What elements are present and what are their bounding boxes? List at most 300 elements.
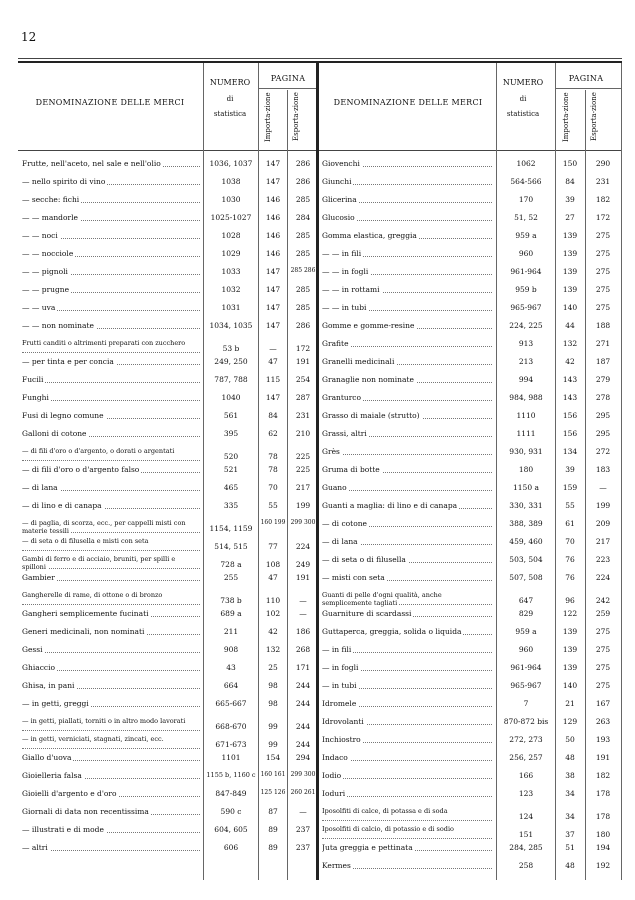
merce-name: — — in fogli bbox=[322, 267, 369, 276]
table-row bbox=[22, 411, 322, 429]
pagina-importazione: 147 bbox=[265, 303, 281, 312]
pagina-esportazione: 294 bbox=[295, 753, 311, 762]
pagina-esportazione: 275 bbox=[595, 627, 611, 636]
pagina-esportazione: 244 bbox=[295, 681, 311, 690]
pagina-importazione: 139 bbox=[562, 249, 578, 258]
right-header-numero: NUMERO bbox=[502, 78, 544, 87]
table-row bbox=[322, 609, 622, 627]
table-row bbox=[22, 249, 322, 267]
numero-statistica: 1155 b, 1160 c bbox=[206, 771, 256, 779]
table-row bbox=[322, 501, 622, 519]
pagina-importazione: 42 bbox=[565, 357, 575, 366]
merce-name: Galloni di cotone bbox=[22, 429, 87, 438]
pagina-esportazione: 209 bbox=[595, 519, 611, 528]
numero-statistica: 913 bbox=[518, 339, 534, 348]
pagina-esportazione: 199 bbox=[595, 501, 611, 510]
merce-name: — — prugne bbox=[22, 285, 70, 294]
merce-name: — — in fili bbox=[322, 249, 362, 258]
pagina-importazione: 48 bbox=[565, 753, 575, 762]
merce-name: Fusi di legno comune bbox=[22, 411, 104, 420]
numero-statistica: 1111 bbox=[516, 429, 536, 438]
merce-name: Iodio bbox=[322, 771, 342, 780]
pagina-esportazione: 210 bbox=[295, 429, 311, 438]
numero-statistica: 606 bbox=[223, 843, 239, 852]
pagina-importazione: 99 bbox=[268, 722, 278, 731]
numero-statistica: 213 bbox=[518, 357, 534, 366]
pagina-importazione: 139 bbox=[562, 645, 578, 654]
merce-name: — di lino e di canapa bbox=[22, 501, 102, 510]
merce-name: Gioielleria falsa bbox=[22, 771, 82, 780]
pagina-importazione: 70 bbox=[565, 537, 575, 546]
pagina-importazione: 89 bbox=[268, 825, 278, 834]
pagina-esportazione: 217 bbox=[295, 483, 311, 492]
table-row bbox=[322, 519, 622, 537]
table-row bbox=[322, 447, 622, 465]
pagina-esportazione: 249 bbox=[295, 560, 311, 569]
table-row bbox=[22, 159, 322, 177]
merce-name: — altri bbox=[22, 843, 48, 852]
merce-name: — — pignoli bbox=[22, 267, 68, 276]
pagina-importazione: 154 bbox=[265, 753, 281, 762]
merce-name: Funghi bbox=[22, 393, 49, 402]
table-row bbox=[322, 753, 622, 771]
pagina-importazione: 147 bbox=[265, 285, 281, 294]
numero-statistica: 465 bbox=[223, 483, 239, 492]
merce-name: Idromele bbox=[322, 699, 357, 708]
pagina-importazione: 150 bbox=[562, 159, 578, 168]
numero-statistica: 170 bbox=[518, 195, 534, 204]
page-number: 12 bbox=[21, 30, 37, 44]
leader-dots bbox=[22, 604, 200, 605]
pagina-esportazione: 286 bbox=[295, 177, 311, 186]
pagina-esportazione: 285 bbox=[295, 249, 311, 258]
numero-statistica: 564-566 bbox=[510, 177, 542, 186]
pagina-esportazione: 231 bbox=[595, 177, 611, 186]
numero-statistica: 647 bbox=[518, 596, 534, 605]
merce-name: — di cotone bbox=[322, 519, 367, 528]
pagina-esportazione: 290 bbox=[595, 159, 611, 168]
right-header-denominazione: DENOMINAZIONE DELLE MERCI bbox=[333, 98, 483, 107]
numero-statistica: 671-673 bbox=[215, 740, 247, 749]
table-row bbox=[322, 285, 622, 303]
pagina-esportazione: 244 bbox=[295, 722, 311, 731]
pagina-esportazione: 188 bbox=[595, 321, 611, 330]
pagina-importazione: 147 bbox=[265, 177, 281, 186]
numero-statistica: 51, 52 bbox=[514, 213, 538, 222]
leader-dots bbox=[22, 730, 200, 731]
merce-name: Gomma elastica, greggia bbox=[322, 231, 417, 240]
table-row bbox=[322, 681, 622, 699]
pagina-importazione: 108 bbox=[265, 560, 281, 569]
table-row bbox=[322, 807, 622, 825]
merce-name: — di lana bbox=[22, 483, 58, 492]
pagina-esportazione: 295 bbox=[595, 411, 611, 420]
numero-statistica: 1150 a bbox=[513, 483, 539, 492]
pagina-importazione: 62 bbox=[268, 429, 278, 438]
merce-name: Giunchi bbox=[322, 177, 352, 186]
rule-right-pagina bbox=[555, 88, 621, 89]
merce-name: Guanti di pelle d'ogni qualità, anche semplicemente tagliati bbox=[322, 591, 442, 607]
table-row bbox=[22, 735, 322, 753]
leader-dots bbox=[322, 838, 492, 839]
table-row bbox=[22, 429, 322, 447]
leader-dots bbox=[22, 382, 200, 383]
pagina-importazione: 39 bbox=[565, 195, 575, 204]
pagina-esportazione: 194 bbox=[595, 843, 611, 852]
left-header-statistica: statistica bbox=[213, 110, 247, 118]
numero-statistica: 590 c bbox=[220, 807, 242, 816]
pagina-importazione: 37 bbox=[565, 830, 575, 839]
pagina-importazione: 78 bbox=[268, 465, 278, 474]
numero-statistica: 1062 bbox=[516, 159, 536, 168]
numero-statistica: 1030 bbox=[221, 195, 241, 204]
leader-dots bbox=[322, 796, 492, 797]
pagina-importazione: 146 bbox=[265, 231, 281, 240]
pagina-esportazione: 178 bbox=[595, 789, 611, 798]
merce-name: Gambi di ferro e di acciaio, bruniti, per spilli e spilloni bbox=[22, 555, 176, 571]
pagina-importazione: 76 bbox=[565, 573, 575, 582]
table-row bbox=[22, 339, 322, 357]
leader-dots bbox=[22, 652, 200, 653]
numero-statistica: 908 bbox=[223, 645, 239, 654]
leader-dots bbox=[22, 550, 200, 551]
numero-statistica: 965-967 bbox=[510, 303, 542, 312]
numero-statistica: 959 a bbox=[515, 231, 537, 240]
numero-statistica: 728 a bbox=[220, 560, 242, 569]
merce-name: — di lana bbox=[322, 537, 358, 546]
merce-name: Fucili bbox=[22, 375, 44, 384]
merce-name: Gambier bbox=[22, 573, 55, 582]
merce-name: Giovenchi bbox=[322, 159, 360, 168]
pagina-esportazione: — bbox=[299, 609, 307, 618]
numero-statistica: 1101 bbox=[221, 753, 241, 762]
pagina-importazione: 21 bbox=[565, 699, 575, 708]
pagina-esportazione: 199 bbox=[295, 501, 311, 510]
numero-statistica: 664 bbox=[223, 681, 239, 690]
leader-dots bbox=[322, 454, 492, 455]
table-row bbox=[22, 771, 322, 789]
table-row bbox=[22, 357, 322, 375]
table-row bbox=[22, 591, 322, 609]
table-row bbox=[322, 591, 622, 609]
table-row bbox=[22, 177, 322, 195]
pagina-importazione: 76 bbox=[565, 555, 575, 564]
numero-statistica: 1033 bbox=[221, 267, 241, 276]
merce-name: Guano bbox=[322, 483, 347, 492]
pagina-importazione: 143 bbox=[562, 393, 578, 402]
numero-statistica: 1110 bbox=[516, 411, 536, 420]
pagina-esportazione: 225 bbox=[295, 465, 311, 474]
merce-name: Iposolfiti di calcio, di potassio e di sodio bbox=[322, 825, 454, 833]
merce-name: — di fili d'oro o d'argento falso bbox=[22, 465, 140, 474]
table-row bbox=[322, 303, 622, 321]
merce-name: Guttaperca, greggia, solida o liquida bbox=[322, 627, 462, 636]
pagina-esportazione: 299 300 bbox=[290, 519, 316, 526]
leader-dots bbox=[22, 352, 200, 353]
merce-name: — in fogli bbox=[322, 663, 359, 672]
merce-name: — — uva bbox=[22, 303, 56, 312]
merce-name: — di fili d'oro o d'argento, o dorati o argentati bbox=[22, 447, 175, 455]
merce-name: Iposolfiti di calce, di potassa e di soda bbox=[322, 807, 448, 815]
numero-statistica: 255 bbox=[223, 573, 239, 582]
pagina-importazione: 98 bbox=[268, 681, 278, 690]
merce-name: Frutti canditi o altrimenti preparati con zucchero bbox=[22, 339, 186, 347]
pagina-importazione: 47 bbox=[268, 357, 278, 366]
merce-name: Inchiostro bbox=[322, 735, 361, 744]
pagina-importazione: 147 bbox=[265, 393, 281, 402]
pagina-esportazione: 275 bbox=[595, 645, 611, 654]
merce-name: Grès bbox=[322, 447, 340, 456]
numero-statistica: 53 b bbox=[222, 344, 240, 353]
numero-statistica: 665-667 bbox=[215, 699, 247, 708]
numero-statistica: 1040 bbox=[221, 393, 241, 402]
left-header-esportazione: Esporta-zione bbox=[292, 92, 300, 142]
pagina-importazione: 44 bbox=[565, 321, 575, 330]
pagina-esportazione: 183 bbox=[595, 465, 611, 474]
pagina-esportazione: 285 bbox=[295, 303, 311, 312]
numero-statistica: 787, 788 bbox=[214, 375, 248, 384]
table-row bbox=[22, 483, 322, 501]
pagina-esportazione: 275 bbox=[595, 267, 611, 276]
numero-statistica: 272, 273 bbox=[509, 735, 543, 744]
numero-statistica: 166 bbox=[518, 771, 534, 780]
merce-name: — — in tubi bbox=[322, 303, 367, 312]
numero-statistica: 503, 504 bbox=[509, 555, 543, 564]
pagina-esportazione: 260 261 bbox=[290, 789, 316, 796]
numero-statistica: 211 bbox=[223, 627, 239, 636]
table-row bbox=[22, 303, 322, 321]
table-row bbox=[322, 177, 622, 195]
pagina-esportazione: 244 bbox=[295, 699, 311, 708]
pagina-esportazione: 275 bbox=[595, 231, 611, 240]
table-row bbox=[322, 267, 622, 285]
pagina-importazione: 39 bbox=[565, 465, 575, 474]
numero-statistica: 256, 257 bbox=[509, 753, 543, 762]
numero-statistica: 930, 931 bbox=[509, 447, 543, 456]
pagina-importazione: 160 199 bbox=[260, 519, 286, 526]
pagina-esportazione: 192 bbox=[595, 861, 611, 870]
pagina-importazione: 146 bbox=[265, 249, 281, 258]
left-header-importazione: Importa-zione bbox=[264, 92, 272, 142]
pagina-esportazione: 187 bbox=[595, 357, 611, 366]
right-header-di: di bbox=[519, 95, 527, 103]
pagina-esportazione: 285 bbox=[295, 195, 311, 204]
numero-statistica: 1154, 1159 bbox=[209, 524, 253, 533]
numero-statistica: 7 bbox=[523, 699, 529, 708]
merce-name: Glicerina bbox=[322, 195, 357, 204]
left-header-numero: NUMERO bbox=[209, 78, 251, 87]
merce-name: Generi medicinali, non nominati bbox=[22, 627, 145, 636]
table-row bbox=[322, 429, 622, 447]
pagina-importazione: 139 bbox=[562, 663, 578, 672]
numero-statistica: 561 bbox=[223, 411, 239, 420]
pagina-esportazione: 224 bbox=[595, 573, 611, 582]
pagina-importazione: 132 bbox=[265, 645, 281, 654]
numero-statistica: 335 bbox=[223, 501, 239, 510]
numero-statistica: 388, 389 bbox=[509, 519, 543, 528]
table-row bbox=[322, 663, 622, 681]
pagina-importazione: 102 bbox=[265, 609, 281, 618]
pagina-esportazione: 223 bbox=[595, 555, 611, 564]
merce-name: Gruma di botte bbox=[322, 465, 380, 474]
merce-name: Kermes bbox=[322, 861, 351, 870]
table-row bbox=[322, 213, 622, 231]
pagina-esportazione: 275 bbox=[595, 249, 611, 258]
merce-name: — in tubi bbox=[322, 681, 357, 690]
table-row bbox=[22, 717, 322, 735]
numero-statistica: 395 bbox=[223, 429, 239, 438]
merce-name: — — nocciole bbox=[22, 249, 74, 258]
pagina-esportazione: 275 bbox=[595, 663, 611, 672]
merce-name: — in getti, greggi bbox=[22, 699, 89, 708]
pagina-esportazione: 224 bbox=[295, 542, 311, 551]
merce-name: — in getti, piallati, torniti o in altro modo lavorati bbox=[22, 717, 186, 725]
pagina-importazione: 140 bbox=[562, 303, 578, 312]
table-row bbox=[322, 825, 622, 843]
numero-statistica: 829 bbox=[518, 609, 534, 618]
pagina-importazione: 115 bbox=[265, 375, 281, 384]
pagina-importazione: 139 bbox=[562, 231, 578, 240]
table-row bbox=[22, 681, 322, 699]
right-header-importazione: Importa-zione bbox=[562, 92, 570, 142]
pagina-importazione: 55 bbox=[268, 501, 278, 510]
merce-name: — secche: fichi bbox=[22, 195, 80, 204]
merce-name: Indaco bbox=[322, 753, 348, 762]
pagina-importazione: 156 bbox=[562, 429, 578, 438]
numero-statistica: 180 bbox=[518, 465, 534, 474]
merce-name: Ghiaccio bbox=[22, 663, 56, 672]
pagina-importazione: 55 bbox=[565, 501, 575, 510]
table-row bbox=[22, 267, 322, 285]
pagina-esportazione: 186 bbox=[295, 627, 311, 636]
merce-name: — nello spirito di vino bbox=[22, 177, 106, 186]
pagina-esportazione: 172 bbox=[295, 344, 311, 353]
pagina-esportazione: 254 bbox=[295, 375, 311, 384]
pagina-esportazione: 278 bbox=[595, 393, 611, 402]
pagina-esportazione: 286 bbox=[295, 159, 311, 168]
pagina-esportazione: 285 bbox=[295, 231, 311, 240]
pagina-importazione: 125 126 bbox=[260, 789, 286, 796]
pagina-esportazione: 284 bbox=[295, 213, 311, 222]
pagina-esportazione: 279 bbox=[595, 375, 611, 384]
pagina-esportazione: 225 bbox=[295, 452, 311, 461]
leader-dots bbox=[22, 748, 200, 749]
table-row bbox=[22, 807, 322, 825]
table-row bbox=[322, 717, 622, 735]
merce-name: Guarniture di scardassi bbox=[322, 609, 412, 618]
table-row bbox=[322, 843, 622, 861]
leader-dots bbox=[22, 568, 200, 569]
left-header-denominazione: DENOMINAZIONE DELLE MERCI bbox=[35, 98, 185, 107]
merce-name: Idrovolanti bbox=[322, 717, 364, 726]
numero-statistica: 124 bbox=[518, 812, 534, 821]
merce-name: Grafite bbox=[322, 339, 349, 348]
pagina-esportazione: 285 bbox=[295, 285, 311, 294]
table-row bbox=[22, 501, 322, 519]
pagina-importazione: 140 bbox=[562, 681, 578, 690]
numero-statistica: 459, 460 bbox=[509, 537, 543, 546]
leader-dots bbox=[322, 778, 492, 779]
pagina-importazione: 61 bbox=[565, 519, 575, 528]
header-bottom-rule bbox=[18, 150, 622, 151]
pagina-importazione: 147 bbox=[265, 321, 281, 330]
merce-name: Granaglie non nominate bbox=[322, 375, 414, 384]
pagina-importazione: 139 bbox=[562, 627, 578, 636]
merce-name: Gangheri semplicemente fucinati bbox=[22, 609, 149, 618]
merce-name: — in getti, verniciati, stagnati, zincati, ecc. bbox=[22, 735, 164, 743]
table-row bbox=[22, 195, 322, 213]
numero-statistica: 959 a bbox=[515, 627, 537, 636]
merce-name: — di paglia, di scorza, ecc., per cappelli misti con materie tessili bbox=[22, 519, 186, 535]
numero-statistica: 249, 250 bbox=[214, 357, 248, 366]
table-row bbox=[322, 699, 622, 717]
merce-name: — per tinta e per concia bbox=[22, 357, 114, 366]
pagina-esportazione: 237 bbox=[295, 825, 311, 834]
pagina-importazione: 34 bbox=[565, 789, 575, 798]
numero-statistica: 521 bbox=[223, 465, 239, 474]
table-row bbox=[322, 771, 622, 789]
table-row bbox=[22, 843, 322, 861]
numero-statistica: 959 b bbox=[515, 285, 537, 294]
numero-statistica: 961-964 bbox=[510, 267, 542, 276]
pagina-esportazione: 299 300 bbox=[290, 771, 316, 778]
table-row bbox=[322, 573, 622, 591]
merce-name: — — noci bbox=[22, 231, 58, 240]
table-row bbox=[322, 555, 622, 573]
numero-statistica: 668-670 bbox=[215, 722, 247, 731]
pagina-importazione: 25 bbox=[268, 663, 278, 672]
table-row bbox=[22, 789, 322, 807]
table-row bbox=[22, 627, 322, 645]
table-row bbox=[22, 753, 322, 771]
right-header-statistica: statistica bbox=[506, 110, 540, 118]
pagina-esportazione: 287 bbox=[295, 393, 311, 402]
pagina-esportazione: 182 bbox=[595, 195, 611, 204]
numero-statistica: 689 a bbox=[220, 609, 242, 618]
pagina-importazione: 139 bbox=[562, 285, 578, 294]
pagina-importazione: 87 bbox=[268, 807, 278, 816]
table-row bbox=[22, 465, 322, 483]
numero-statistica: 961-964 bbox=[510, 663, 542, 672]
pagina-esportazione: 275 bbox=[595, 681, 611, 690]
pagina-esportazione: 275 bbox=[595, 303, 611, 312]
pagina-esportazione: 286 bbox=[295, 321, 311, 330]
pagina-importazione: 146 bbox=[265, 195, 281, 204]
table-row bbox=[322, 735, 622, 753]
top-rule bbox=[18, 58, 622, 59]
pagina-esportazione: 171 bbox=[295, 663, 311, 672]
right-header-esportazione: Esporta-zione bbox=[590, 92, 598, 142]
numero-statistica: 151 bbox=[518, 830, 534, 839]
pagina-esportazione: 182 bbox=[595, 771, 611, 780]
merce-name: — illustrati e di mode bbox=[22, 825, 104, 834]
pagina-importazione: 132 bbox=[562, 339, 578, 348]
table-row bbox=[22, 393, 322, 411]
pagina-esportazione: 191 bbox=[295, 357, 311, 366]
pagina-esportazione: 275 bbox=[595, 285, 611, 294]
pagina-importazione: 47 bbox=[268, 573, 278, 582]
left-header-pagina: PAGINA bbox=[270, 74, 306, 83]
numero-statistica: 847-849 bbox=[215, 789, 247, 798]
table-row bbox=[322, 411, 622, 429]
merce-name: — — non nominate bbox=[22, 321, 94, 330]
merce-name: — di seta o di filusella e misti con seta bbox=[22, 537, 149, 545]
table-row bbox=[322, 231, 622, 249]
left-header-di: di bbox=[226, 95, 234, 103]
top-rule-thick bbox=[18, 61, 622, 63]
merce-name: Gangherelle di rame, di ottone o di bronzo bbox=[22, 591, 163, 599]
pagina-importazione: 122 bbox=[562, 609, 578, 618]
